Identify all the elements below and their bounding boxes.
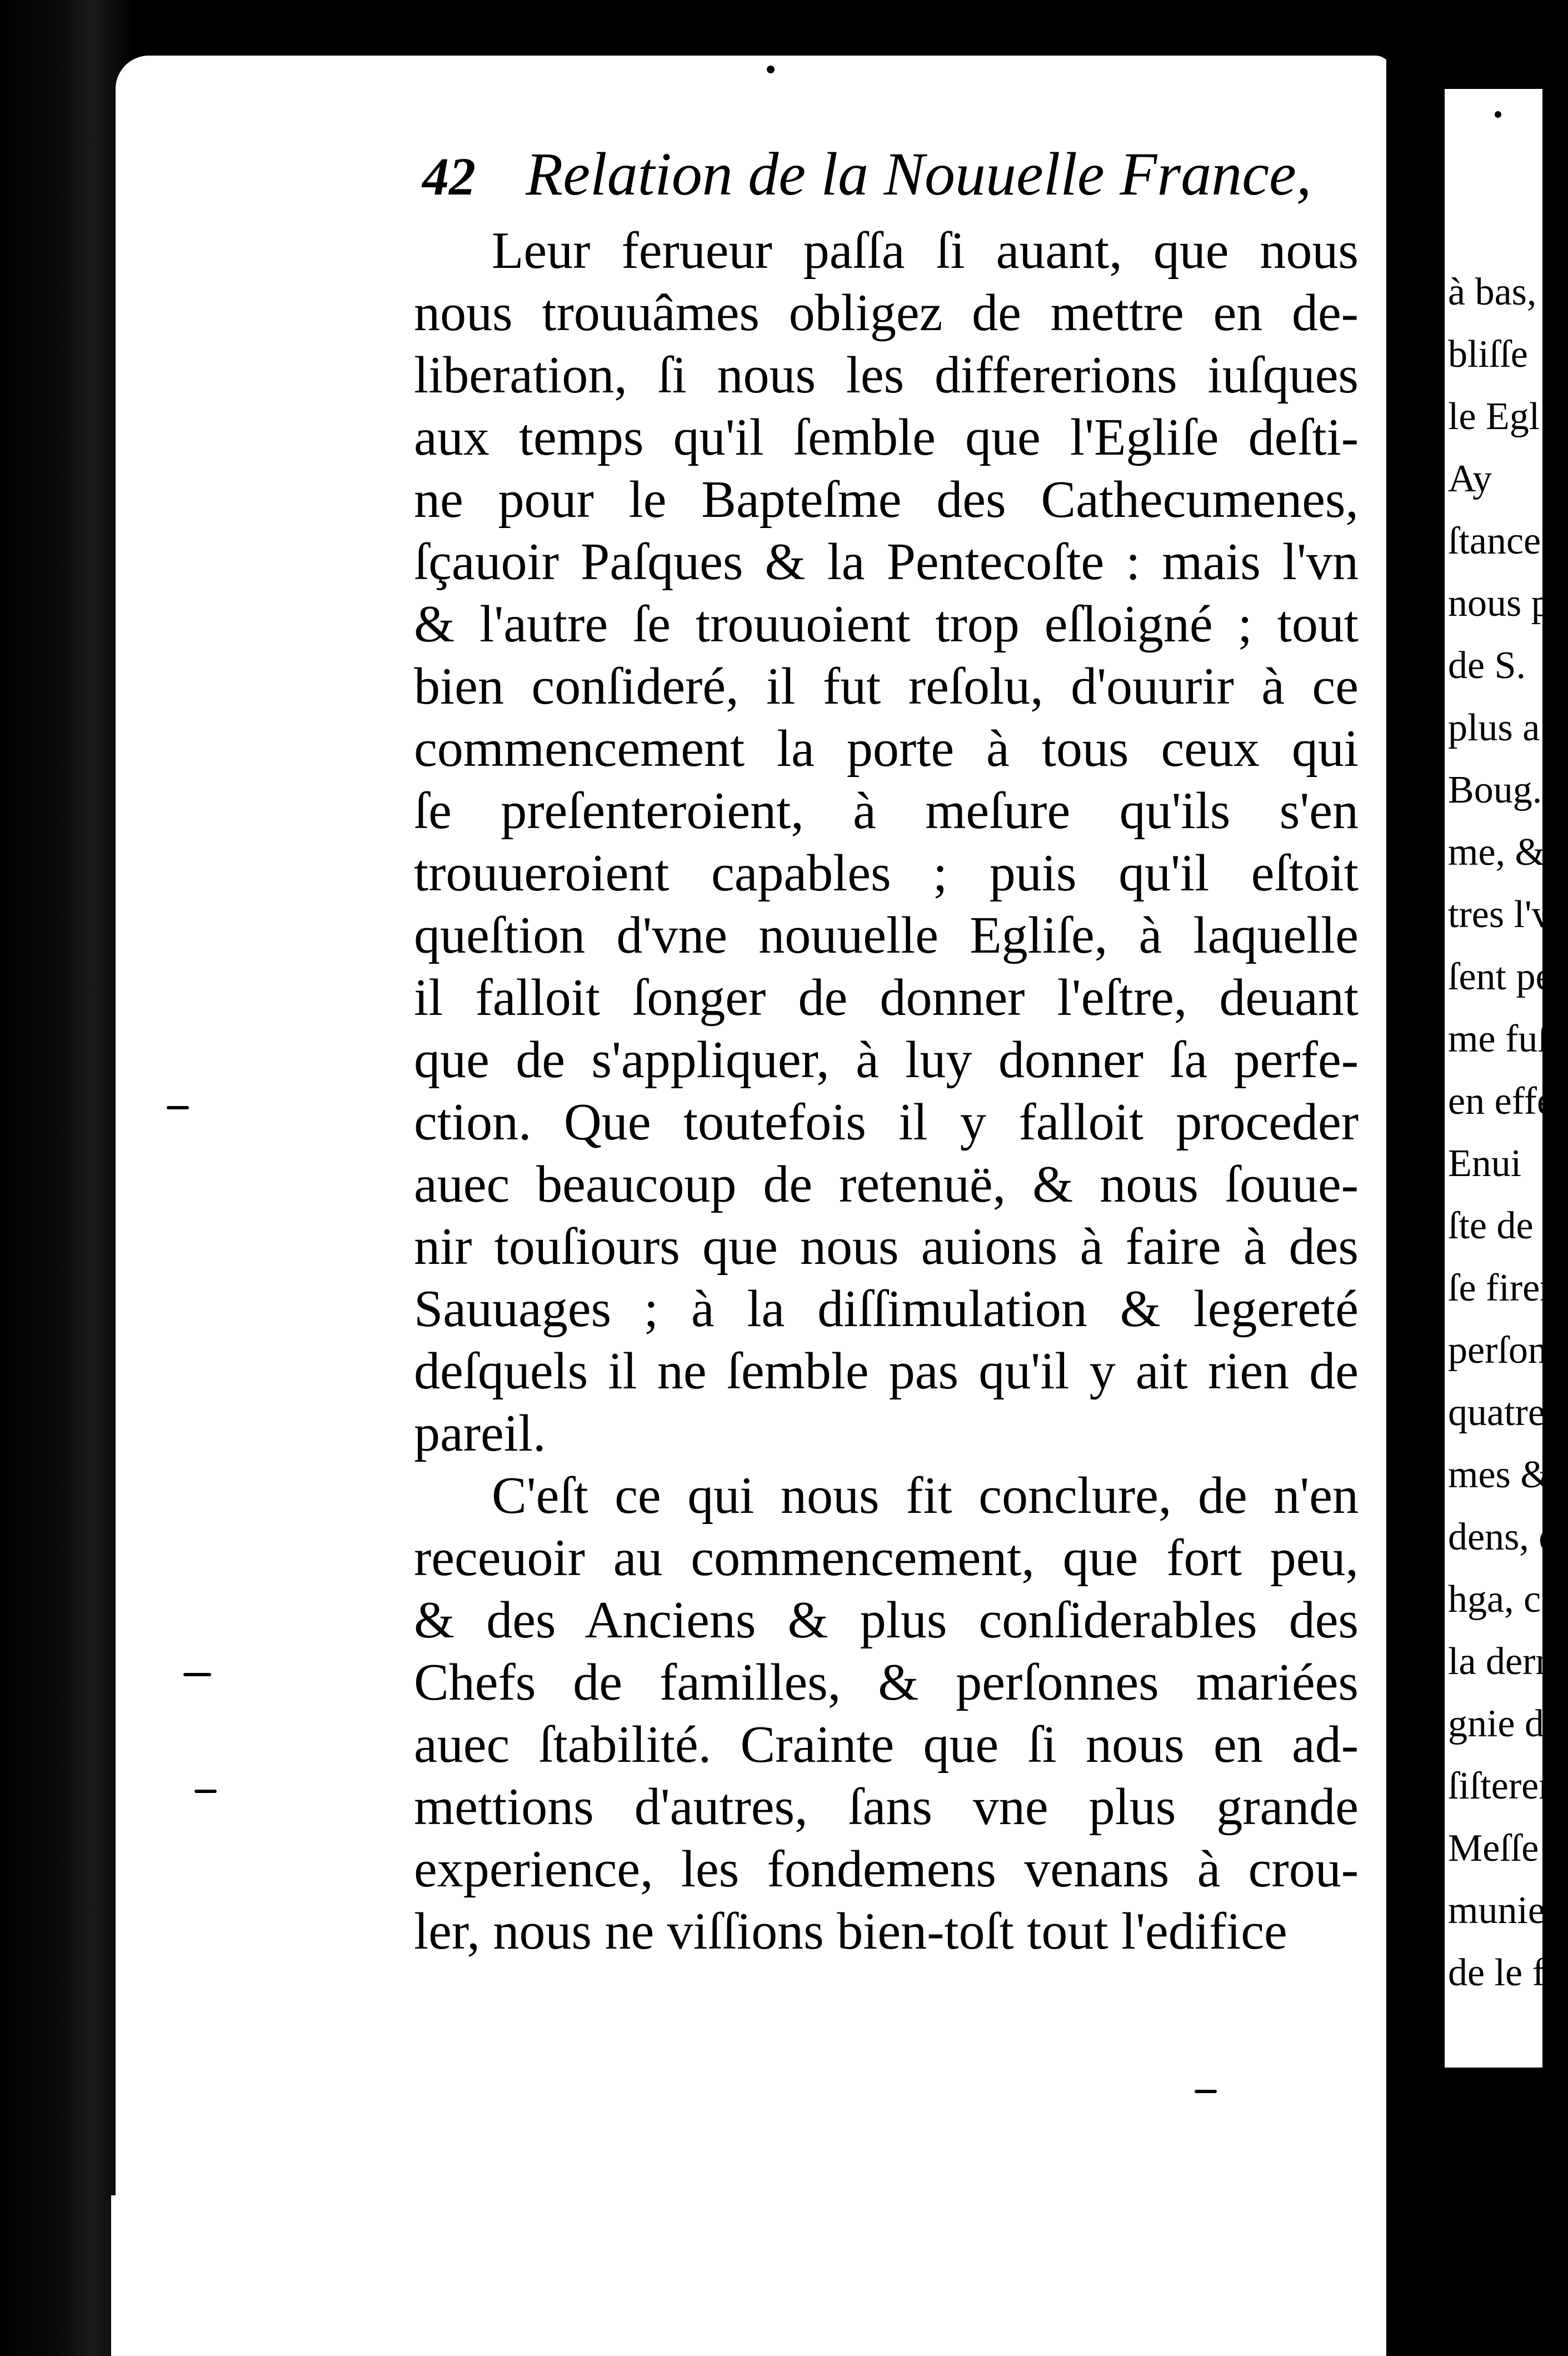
print-speck xyxy=(1195,2090,1217,2093)
facing-page-line: de le fa xyxy=(1448,1951,1562,1994)
facing-page-line: de S. xyxy=(1448,644,1526,687)
book-edge xyxy=(0,0,133,2356)
facing-page-line: Ay xyxy=(1448,457,1492,500)
text-line: commencement la porte à tous ceux qui xyxy=(414,720,1359,778)
text-line: deſquels il ne ſemble pas qu'il y ait rien de xyxy=(414,1342,1359,1400)
facing-page-line: ſe firer xyxy=(1448,1267,1553,1309)
text-line: il falloit ſonger de donner l'eſtre, deuant xyxy=(414,969,1359,1027)
text-line: & l'autre ſe trouuoient trop eſloigné ; tout xyxy=(414,595,1359,653)
facing-page-line: perſonn xyxy=(1448,1329,1567,1372)
text-line: & des Anciens & plus conſiderables des xyxy=(414,1591,1359,1649)
text-line: ſçauoir Paſques & la Pentecoſte : mais l'vn xyxy=(414,533,1359,591)
print-speck xyxy=(194,1790,217,1793)
facing-page-line: ſte de l xyxy=(1448,1204,1554,1247)
print-speck xyxy=(167,1106,189,1109)
facing-page-line: la derni xyxy=(1448,1640,1566,1683)
text-line: auec ſtabilité. Crainte que ſi nous en ad- xyxy=(414,1716,1359,1774)
facing-page-line: hga, ce xyxy=(1448,1578,1559,1621)
facing-page-line: nous p xyxy=(1448,582,1551,625)
text-line: Chefs de familles, & perſonnes mariées xyxy=(414,1653,1359,1711)
text-line: liberation, ſi nous les differerions iuſques xyxy=(414,346,1359,404)
facing-page-line: gnie d' xyxy=(1448,1702,1551,1745)
text-line: trouueroient capables ; puis qu'il eſtoit xyxy=(414,844,1359,902)
running-title: Relation de la Nouuelle France, xyxy=(526,140,1312,208)
facing-page-line: à bas, xyxy=(1448,271,1537,313)
text-line: ſe preſenteroient, à meſure qu'ils s'en xyxy=(414,782,1359,840)
text-line: receuoir au commencement, que fort peu, xyxy=(414,1529,1359,1587)
facing-page-line: ſtance xyxy=(1448,520,1541,562)
facing-page-line: Meſſe p xyxy=(1448,1827,1568,1870)
text-line: auec beaucoup de retenuë, & nous ſouue- xyxy=(414,1155,1359,1213)
running-head xyxy=(422,139,1367,217)
facing-page-line: bliſſe xyxy=(1448,333,1528,376)
page-number: 42 xyxy=(422,147,476,206)
facing-page-line: tres l'v xyxy=(1448,893,1551,936)
facing-page-line: me, & xyxy=(1448,831,1545,874)
text-line: ler, nous ne viſſions bien-toſt tout l'edifice xyxy=(414,1902,1287,1960)
facing-page-line: me fuſ xyxy=(1448,1018,1549,1060)
text-line: pareil. xyxy=(414,1404,546,1462)
print-speck xyxy=(1495,111,1501,118)
text-line: nous trouuâmes obligez de mettre en de- xyxy=(414,284,1359,342)
facing-page-line: en effe xyxy=(1448,1080,1555,1123)
text-line: bien conſideré, il fut reſolu, d'ouurir à ce xyxy=(414,658,1359,715)
facing-page-line: Boug. xyxy=(1448,769,1542,811)
text-line: ne pour le Bapteſme des Cathecumenes, xyxy=(414,471,1359,529)
facing-page-line: le Egl xyxy=(1448,395,1540,438)
left-page-bottom xyxy=(111,2195,1395,2356)
facing-page-line: quatre xyxy=(1448,1391,1545,1434)
text-line: C'eſt ce qui nous fit conclure, de n'en xyxy=(492,1467,1359,1525)
facing-page-line: ſiſteren xyxy=(1448,1765,1559,1807)
text-line: que de s'appliquer, à luy donner ſa perfe- xyxy=(414,1031,1359,1089)
print-speck xyxy=(183,1673,211,1676)
text-line: nir touſiours que nous auions à faire à des xyxy=(414,1218,1359,1276)
facing-page-line: plus a xyxy=(1448,706,1540,749)
text-line: queſtion d'vne nouuelle Egliſe, à laquelle xyxy=(414,906,1359,964)
facing-page-line: dens, e xyxy=(1448,1516,1556,1558)
facing-page-line: ſent pe xyxy=(1448,955,1553,998)
text-line: mettions d'autres, ſans vne plus grande xyxy=(414,1778,1359,1836)
facing-page-line: munier xyxy=(1448,1889,1559,1932)
text-line: ction. Que toutefois il y falloit proceder xyxy=(414,1093,1359,1151)
facing-page-line: mes & xyxy=(1448,1453,1551,1496)
facing-page-line: Enui xyxy=(1448,1142,1522,1185)
text-line: Sauuages ; à la diſſimulation & legereté xyxy=(414,1280,1359,1338)
text-line: aux temps qu'il ſemble que l'Egliſe deſti- xyxy=(414,409,1359,466)
page-body xyxy=(414,220,1359,1962)
text-line: Leur ferueur paſſa ſi auant, que nous xyxy=(492,222,1359,280)
book-gutter xyxy=(1386,0,1453,2356)
print-speck xyxy=(767,66,775,73)
text-line: experience, les fondemens venans à crou- xyxy=(414,1840,1359,1898)
facing-page-text xyxy=(1448,261,1568,2004)
